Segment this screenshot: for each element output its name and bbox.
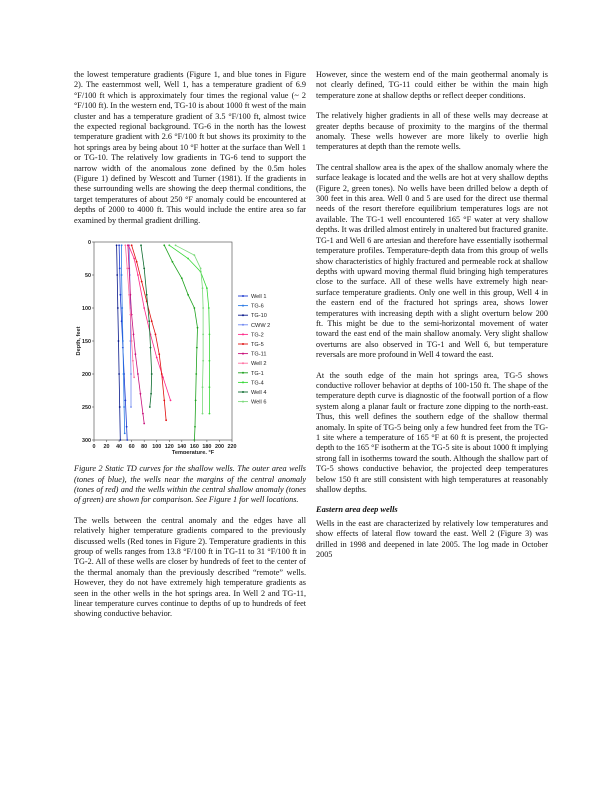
data-point-tg-10 [118,373,120,375]
x-axis-label: Temperature, °F [171,450,215,455]
legend-label-tg-10: TG-10 [251,313,267,320]
legend-marker-tg-6 [242,305,244,307]
legend-label-tg-1: TG-1 [251,370,264,377]
data-point-tg-5 [131,244,133,246]
legend-label-tg-6: TG-6 [251,303,264,310]
data-point-well-1 [118,244,120,246]
x-tick-label: 40 [116,444,123,451]
data-point-tg-6 [121,307,123,309]
data-point-tg-4 [187,258,189,260]
data-point-tg-2 [143,307,145,309]
data-point-tg-5 [165,419,167,421]
data-point-well-6 [202,307,204,309]
legend-marker-tg-1 [242,372,244,374]
y-tick-label: 150 [82,339,91,346]
right-paragraph-5: Wells in the east are characterized by relatively low temperatures and show effects of lateral flow toward the east. Well 2 (Figure 3) was drilled in 1998 and deepened in late 2005. The log made in October 2005 [316,518,548,560]
legend-marker-tg-4 [242,381,244,383]
data-point-well-6 [175,244,177,246]
data-point-well-4 [146,294,148,296]
data-point-cww-2 [130,373,132,375]
data-point-well-4 [149,406,151,408]
data-point-tg-4 [206,287,208,289]
y-axis-label: Depth, feet [76,326,82,356]
y-tick-label: 200 [82,372,91,379]
data-point-tg-10 [117,307,119,309]
legend-label-cww-2: CWW 2 [251,322,271,329]
data-point-tg-5 [141,281,143,283]
data-point-tg-11 [127,244,129,246]
data-point-tg-4 [208,307,210,309]
data-point-well-2 [133,376,135,378]
data-point-well-6 [202,386,204,388]
data-point-tg-10 [118,340,120,342]
left-paragraph-1: the lowest temperature gradients (Figure 1, and blue tones in Figure 2). The easternmost well, Well 1, has a temperature gradient of 6.9 °F/100 ft which is approximately four times the regional value (~ 2 °F/100 ft). In the western end, TG-10 is about 1000 ft west of the main cluster and has a temperature gradient of 3.5 °F/100 ft, almost twice the expected regional background. TG-6 in the north has the lowest temperature gradient with 2.6 °F/100 ft but shows its proximity to the hot springs area by being about 10 °F hotter at the surface than Well 1 or TG-10. The relatively low gradients in TG-6 tend to support the narrow width of the anomalous zone defined by the 0.5m holes (Figure 1) defined by Wescott and Turner (1981). If the gradients in these surrounding wells are showing the deep thermal conditions, the target temperatures of about 250 °F anomaly could be encountered at depths of 2000 to 4000 ft. This would include the entire area so far examined by thermal gradient drilling. [74,70,306,225]
data-point-well-4 [140,244,142,246]
data-point-tg-5 [155,334,157,336]
x-tick-label: 0 [92,444,96,451]
data-point-tg-1 [193,307,195,309]
left-paragraph-2: The wells between the central anomaly and the edges have all relatively higher temperature gradients compared to the previously discussed wells (Red tones in Figure 2). Temperature gradients in this group of wells ranges from 13.8 °F/100 ft in TG-11 to 31 °F/100 ft in TG-2. All of these wells are closer by hundreds of feet to the center of the thermal anomaly than the previously described “remote” wells. However, they do not have extremely high temperature gradients as seen in the other wells in the hot springs area. In Well 2 and TG-11, linear temperature curves continue to depths of up to hundreds of feet showing conductive behavior. [74,515,306,619]
legend-label-tg-5: TG-5 [251,342,264,349]
legend-label-well-2: Well 2 [251,361,267,368]
legend-marker-cww-2 [242,324,244,326]
x-tick-label: 20 [103,444,110,451]
data-point-well-1 [119,294,121,296]
y-tick-label: 300 [82,438,91,445]
data-point-well-4 [150,393,152,395]
section-heading-eastern-wells: Eastern area deep wells [316,505,398,515]
data-point-tg-1 [195,373,197,375]
x-tick-label: 160 [189,444,199,451]
legend-marker-well-1 [242,295,244,297]
x-tick-label: 100 [152,444,162,451]
data-point-tg-10 [116,244,118,246]
x-tick-label: 140 [177,444,187,451]
x-tick-label: 80 [141,444,148,451]
y-tick-label: 50 [85,273,91,280]
data-point-well-2 [129,314,131,316]
legend-label-well-4: Well 4 [251,390,267,397]
data-point-tg-6 [124,433,126,435]
data-point-tg-1 [197,327,199,329]
legend-label-tg-4: TG-4 [251,380,264,387]
plot-frame [94,242,232,440]
data-point-well-1 [124,400,126,402]
data-point-tg-6 [122,340,124,342]
data-point-tg-6 [123,406,125,408]
data-point-tg-2 [170,400,172,402]
td-curves-chart [74,236,306,454]
data-point-tg-4 [168,244,170,246]
data-point-tg-5 [158,353,160,355]
data-point-tg-5 [161,373,163,375]
data-point-tg-11 [133,334,135,336]
data-point-tg-11 [143,423,145,425]
data-point-tg-2 [137,274,139,276]
data-point-tg-11 [140,393,142,395]
left-column [74,70,306,630]
data-point-tg-1 [172,261,174,263]
legend-marker-well-2 [242,362,244,364]
x-tick-label: 60 [128,444,135,451]
y-tick-label: 250 [82,405,91,412]
figure-2-caption: Figure 2 Static TD curves for the shallow wells. The outer area wells (tones of blue), the wells near the margins of the central anomaly (tones of red) and the wells within the central shallow anomaly (tones of green) are shown for comparison. See Figure 1 for well locations. [74,464,306,505]
data-point-tg-4 [209,413,211,415]
data-point-tg-11 [135,353,137,355]
x-tick-label: 200 [214,444,224,451]
y-tick-label: 100 [82,306,91,313]
data-point-tg-4 [209,334,211,336]
x-tick-label: 220 [227,444,237,451]
data-point-well-6 [202,360,204,362]
data-point-well-6 [193,254,195,256]
data-point-well-2 [128,294,130,296]
y-tick-label: 0 [88,240,91,247]
series-line-well-4 [141,245,152,407]
data-point-tg-11 [142,413,144,415]
legend-marker-well-4 [242,391,244,393]
data-point-tg-11 [128,268,130,270]
data-point-tg-5 [136,261,138,263]
right-paragraph-2: The relatively higher gradients in all of these wells may decrease at greater depths because of proximity to the margins of the thermal anomaly. These wells however are more likely to overlie high temperatures at depth than the remote wells. [316,111,548,152]
data-point-tg-1 [196,347,198,349]
legend-label-tg-11: TG-11 [251,351,267,358]
x-tick-label: 120 [164,444,174,451]
data-point-tg-6 [121,274,123,276]
data-point-tg-1 [195,400,197,402]
data-point-well-4 [143,268,145,270]
data-point-well-4 [151,373,153,375]
data-point-tg-10 [119,406,121,408]
right-paragraph-3: The central shallow area is the apex of the shallow anomaly where the surface leakage is located and the wells are hot at very shallow depths (Figure 2, green tones). No wells have been drilled below a depth of 300 feet in this area. Well 0 and 5 are used for the direct use thermal needs of the resort therefore equilibrium temperatures logs are not available. The TG-1 well encountered 165 °F water at very shallow depths. It was drilled almost entirely in unaltered but fractured granite. TG-1 and Well 6 are artesian and therefore have essentially isothermal temperature profiles. Temperature-depth data from this group of wells show characteristics of highly fractured and permeable rock at shallow depths with upward moving thermal fluid bringing high temperatures close to the surface. All of these wells have extremely high near-surface temperature gradients. Only one well in this group, Well 4 in the eastern end of the fractured hot springs area, shows lower temperatures with increasing depth with a slight overturn below 200 ft. This might be due to the semi-horizontal movement of water toward the east end of the main shallow anomaly. Very slight shallow overturns are also observed in TG-1 and Well 6, but temperature reversals are more profound in Well 4 toward the east. [316,162,548,360]
data-point-tg-4 [209,386,211,388]
data-point-tg-11 [137,373,139,375]
data-point-tg-5 [151,320,153,322]
right-paragraph-1: However, since the western end of the main geothermal anomaly is not clearly defined, TG-11 could either be within the main high temperature zone at shallow depths or reflect deeper conditions. [316,70,548,100]
data-point-well-2 [126,268,128,270]
legend-marker-tg-2 [242,333,244,335]
legend-label-well-1: Well 1 [251,294,267,301]
data-point-well-1 [119,268,121,270]
right-column [316,70,548,570]
data-point-tg-6 [123,373,125,375]
data-point-tg-4 [209,360,211,362]
legend-marker-tg-10 [242,314,244,316]
data-point-tg-1 [194,426,196,428]
data-point-well-2 [124,244,126,246]
right-paragraph-4: At the south edge of the main hot springs area, TG-5 shows conductive rollover behavior at depths of 100-150 ft. The shape of the temperature depth curve is diagnostic of the footwall portion of a flow system along a planar fault or fracture zone dipping to the north-east. Thus, this well defines the southern edge of the shallow thermal anomaly. In spite of TG-5 being only a few hundred feet from the TG-1 site where a temperature of 165 °F at 60 ft is present, the projected depth to the 165 °F isotherm at the TG-5 site is about 1000 ft implying strong fall in isotherms toward the south. Although the shallow part of TG-5 shows conductive behavior, the projected deep temperatures below 150 ft are still consistent with high temperatures at reasonably shallow depths. [316,370,548,495]
data-point-well-4 [148,320,150,322]
x-tick-label: 180 [202,444,212,451]
data-point-well-1 [126,426,128,428]
data-point-cww-2 [130,406,132,408]
data-point-tg-6 [121,244,123,246]
data-point-well-2 [131,340,133,342]
data-point-tg-10 [119,439,121,441]
legend-label-well-6: Well 6 [251,399,267,406]
data-point-well-4 [150,347,152,349]
legend-marker-tg-5 [242,343,244,345]
data-point-tg-1 [187,294,189,296]
data-point-well-6 [202,413,204,415]
data-point-tg-2 [133,258,135,260]
data-point-tg-1 [163,244,165,246]
series-line-tg-1 [164,245,197,440]
legend-marker-tg-11 [242,353,244,355]
legend-label-tg-2: TG-2 [251,332,264,339]
figure-2 [74,236,306,454]
legend-marker-well-6 [242,401,244,403]
data-point-well-6 [202,334,204,336]
data-point-well-1 [126,439,128,441]
data-point-tg-10 [116,274,118,276]
data-point-tg-1 [181,277,183,279]
data-point-well-6 [202,287,204,289]
data-point-tg-2 [156,357,158,359]
series-line-tg-6 [122,245,125,433]
data-point-tg-1 [193,439,195,441]
data-point-well-2 [132,360,134,362]
data-point-tg-5 [163,400,165,402]
data-point-well-6 [200,268,202,270]
